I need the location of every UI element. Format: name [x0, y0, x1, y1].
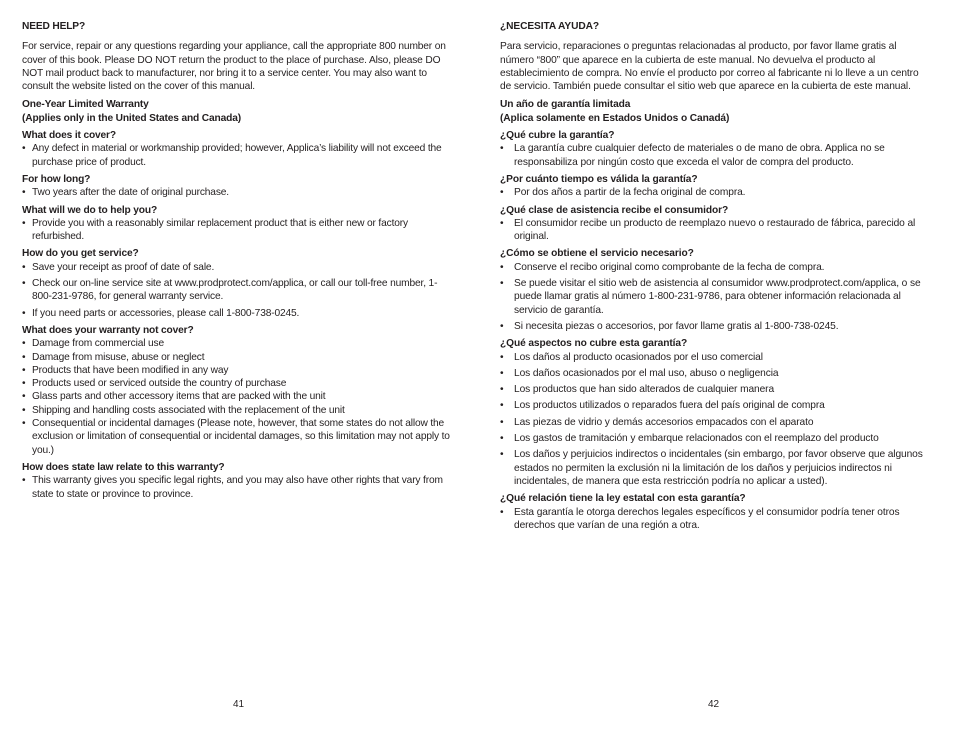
bullet-icon: •	[500, 217, 504, 229]
list-how-long-es	[500, 186, 930, 199]
list-help-es	[500, 217, 930, 244]
question-cover-es: ¿Qué cubre la garantía?	[500, 130, 615, 142]
question-service: How do you get service?	[22, 248, 139, 260]
question-state-law-es: ¿Qué relación tiene la ley estatal con esta garantía?	[500, 493, 746, 505]
list-item: • Damage from commercial use	[22, 338, 164, 350]
question-state-law: How does state law relate to this warranty?	[22, 461, 225, 473]
list-item: • Los productos que han sido alterados de cualquier manera	[500, 384, 775, 396]
bullet-icon: •	[500, 433, 504, 445]
bullet-icon: •	[500, 416, 504, 428]
page-41-column	[22, 20, 452, 505]
list-item: • Provide you with a reasonably similar replacement product that is either new or factory refurbished.	[22, 217, 408, 243]
page-number-right: 42	[708, 699, 720, 710]
list-service-es	[500, 261, 930, 333]
list-item: • Glass parts and other accessory items that are packed with the unit	[22, 391, 326, 403]
bullet-icon: •	[22, 391, 26, 403]
bullet-icon: •	[500, 449, 504, 461]
bullet-icon: •	[500, 351, 504, 363]
list-item: • If you need parts or accessories, please call 1-800-738-0245.	[22, 307, 300, 319]
list-item: • Save your receipt as proof of date of sale.	[22, 261, 215, 273]
warranty-heading-es: Un año de garantía limitada	[500, 99, 631, 111]
bullet-icon: •	[500, 400, 504, 412]
list-not-cover	[22, 337, 452, 457]
bullet-icon: •	[500, 143, 504, 155]
bullet-icon: •	[22, 261, 26, 273]
need-help-title: NEED HELP?	[22, 21, 86, 32]
bullet-icon: •	[500, 506, 504, 518]
question-cover: What does it cover?	[22, 130, 116, 142]
intro-paragraph-es: Para servicio, reparaciones o preguntas relacionadas al producto, por favor llame gratis al número “800” que aparece en la cubierta de este manual. No devuelva el producto al establecimiento de compra. No envíe el producto por correo al fabricante ni lo lleve a un centro de servicio. También puede consultar el sitio web que aparece en la cubierta de este manual.	[500, 41, 919, 93]
list-cover-es	[500, 142, 930, 169]
bullet-icon: •	[500, 367, 504, 379]
list-item: • Esta garantía le otorga derechos legales específicos y el consumidor podría tener otros derechos que varían de una región a otra.	[500, 506, 900, 531]
bullet-icon: •	[22, 418, 26, 430]
bullet-icon: •	[500, 261, 504, 273]
list-item: • Los productos utilizados o reparados fuera del país original de compra	[500, 400, 825, 412]
bullet-icon: •	[22, 217, 26, 229]
list-item: • Los daños ocasionados por el mal uso, abuso o negligencia	[500, 367, 779, 379]
bullet-icon: •	[22, 338, 26, 350]
list-state-law-es	[500, 506, 930, 533]
page-42-column	[500, 20, 930, 536]
list-not-cover-es	[500, 351, 930, 489]
bullet-icon: •	[500, 187, 504, 199]
warranty-heading: One-Year Limited Warranty	[22, 99, 149, 111]
list-item: • Si necesita piezas o accesorios, por favor llame gratis al 1-800-738-0245.	[500, 320, 839, 332]
bullet-icon: •	[22, 364, 26, 376]
page-number-left: 41	[233, 699, 245, 710]
warranty-subheading-es: (Aplica solamente en Estados Unidos o Canadá)	[500, 112, 730, 124]
question-how-long-es: ¿Por cuánto tiempo es válida la garantía?	[500, 173, 698, 185]
list-item: • Products used or serviced outside the country of purchase	[22, 378, 287, 390]
list-item: • Damage from misuse, abuse or neglect	[22, 351, 205, 363]
list-item: • Shipping and handling costs associated with the replacement of the unit	[22, 404, 345, 416]
question-service-es: ¿Cómo se obtiene el servicio necesario?	[500, 248, 694, 260]
list-item: • Por dos años a partir de la fecha original de compra.	[500, 187, 746, 199]
list-item: • Los daños y perjuicios indirectos o incidentales (sin embargo, por favor observe que algunos estados no permiten la exclusión ni la limitación de los daños y perjuicios indirectos ni incidentales, de manera que esta restricción podría no aplicar a usted).	[500, 449, 923, 487]
list-item: • La garantía cubre cualquier defecto de materiales o de mano de obra. Applica no se responsabiliza por ningún costo que exceda el valor de compra del producto.	[500, 143, 885, 168]
list-cover	[22, 142, 452, 169]
warranty-heading-block-es	[500, 98, 930, 125]
list-item: • Los gastos de tramitación y embarque relacionados con el reemplazo del producto	[500, 433, 879, 445]
bullet-icon: •	[22, 143, 26, 155]
question-help-es: ¿Qué clase de asistencia recibe el consumidor?	[500, 204, 729, 216]
list-help	[22, 217, 452, 244]
necesita-ayuda-title: ¿NECESITA AYUDA?	[500, 21, 599, 32]
list-item: • Se puede visitar el sitio web de asistencia al consumidor www.prodprotect.com/applica, o se puede llamar gratis al número 1-800-231-9786, para obtener información relacionada al servicio de garantía.	[500, 278, 921, 316]
list-item: • This warranty gives you specific legal rights, and you may also have other rights that vary from state to state or province to province.	[22, 475, 443, 500]
list-how-long	[22, 186, 452, 199]
bullet-icon: •	[22, 475, 26, 487]
list-item: • Los daños al producto ocasionados por el uso comercial	[500, 351, 763, 363]
list-item: • Conserve el recibo original como comprobante de la fecha de compra.	[500, 261, 825, 273]
list-item: • Las piezas de vidrio y demás accesorios empacados con el aparato	[500, 416, 814, 428]
bullet-icon: •	[22, 351, 26, 363]
bullet-icon: •	[22, 378, 26, 390]
question-help: What will we do to help you?	[22, 204, 158, 216]
list-item: • El consumidor recibe un producto de reemplazo nuevo o restaurado de fábrica, parecido al original.	[500, 217, 916, 243]
question-how-long: For how long?	[22, 173, 91, 185]
question-not-cover: What does your warranty not cover?	[22, 324, 194, 336]
warranty-subheading: (Applies only in the United States and Canada)	[22, 112, 241, 124]
list-service	[22, 261, 452, 320]
question-not-cover-es: ¿Qué aspectos no cubre esta garantía?	[500, 338, 688, 350]
bullet-icon: •	[500, 320, 504, 332]
bullet-icon: •	[22, 187, 26, 199]
list-item: • Any defect in material or workmanship provided; however, Applica’s liability will not exceed the purchase price of product.	[22, 143, 442, 168]
bullet-icon: •	[22, 278, 26, 290]
list-state-law	[22, 474, 452, 501]
warranty-heading-block	[22, 98, 452, 125]
list-item: • Check our on-line service site at www.prodprotect.com/applica, or call our toll-free number, 1-800-231-9786, for general warranty service.	[22, 278, 438, 303]
list-item: • Products that have been modified in any way	[22, 364, 229, 376]
bullet-icon: •	[500, 384, 504, 396]
intro-paragraph: For service, repair or any questions regarding your appliance, call the appropriate 800 number on cover of this book. Please DO NOT return the product to the place of purchase. Also, please DO NOT mail product back to manufacturer, nor bring it to a service center. You may also want to consult the website listed on the cover of this manual.	[22, 41, 446, 93]
list-item: • Two years after the date of original purchase.	[22, 187, 229, 199]
bullet-icon: •	[22, 404, 26, 416]
bullet-icon: •	[22, 307, 26, 319]
list-item: • Consequential or incidental damages (Please note, however, that some states do not allow the exclusion or limitation of consequential or incidental damages, so this limitation may not apply to you.)	[22, 418, 450, 456]
bullet-icon: •	[500, 278, 504, 290]
